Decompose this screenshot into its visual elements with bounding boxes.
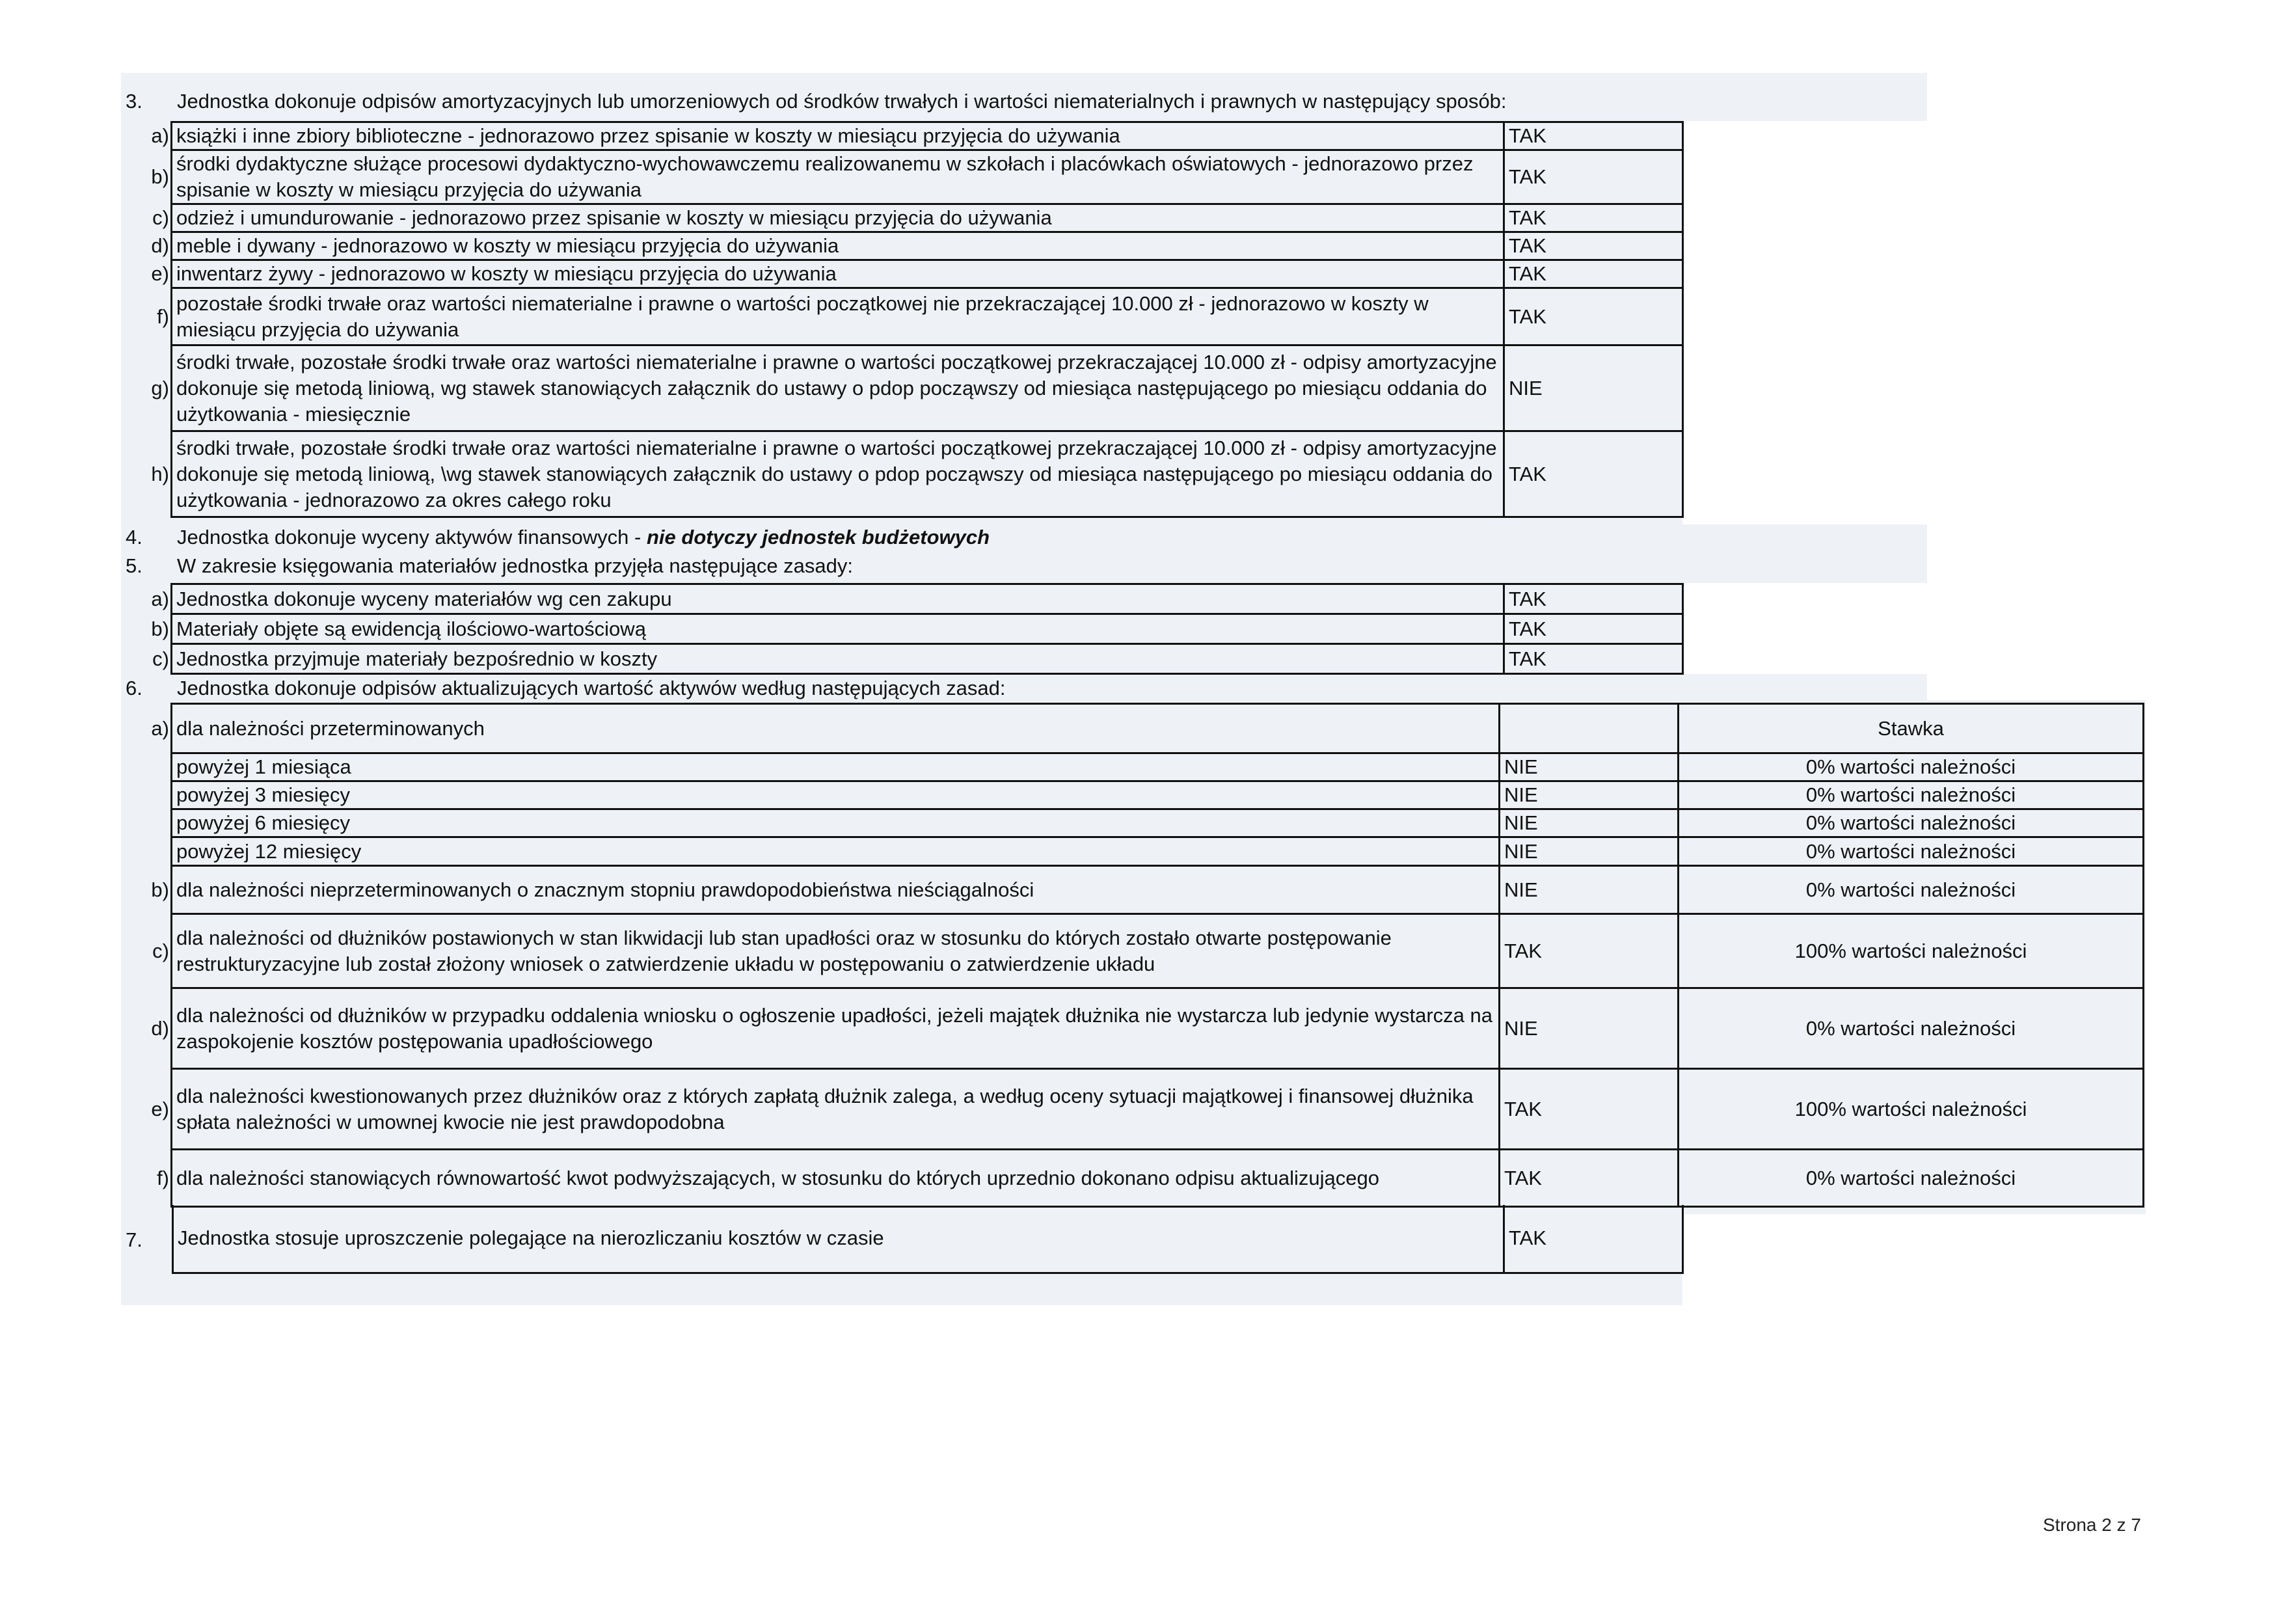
row-text: meble i dywany - jednorazowo w koszty w miesiącu przyjęcia do używania: [172, 232, 1504, 260]
row-label: b): [130, 614, 172, 644]
table-row: [130, 260, 1683, 288]
section-7-table: [172, 1205, 1684, 1274]
row-label: [130, 781, 172, 809]
row-label: g): [130, 345, 172, 431]
row-rate: 100% wartości należności: [1679, 914, 2144, 988]
row-value: TAK: [1500, 1069, 1679, 1150]
section-3-table: [130, 121, 1684, 518]
row-value: TAK: [1500, 914, 1679, 988]
table-row: [130, 704, 2144, 753]
row-rate: 0% wartości należności: [1679, 753, 2144, 781]
row-text: powyżej 1 miesiąca: [172, 753, 1500, 781]
table-row: [130, 345, 1683, 431]
row-rate: 0% wartości należności: [1679, 866, 2144, 914]
row-label: a): [130, 122, 172, 150]
section-6-number: 6.: [126, 677, 142, 699]
section-4-note: nie dotyczy jednostek budżetowych: [646, 526, 990, 548]
section-5-table: [130, 583, 1684, 675]
row-label: c): [130, 644, 172, 674]
table-row: [130, 644, 1683, 674]
row-label: e): [130, 260, 172, 288]
row-label: f): [130, 288, 172, 345]
row-text: środki dydaktyczne służące procesowi dydaktyczno-wychowawczemu realizowanemu w szkołach i placówkach oświatowych - jednorazowo przez spisanie w koszty w miesiącu przyjęcia do używania: [172, 150, 1504, 204]
row-label: [130, 753, 172, 781]
row-label: b): [130, 150, 172, 204]
row-label: c): [130, 204, 172, 232]
section-6-table: [130, 703, 2144, 1208]
row-text: powyżej 3 miesięcy: [172, 781, 1500, 809]
row-label: c): [130, 914, 172, 988]
row-text: książki i inne zbiory biblioteczne - jednorazowo przez spisanie w koszty w miesiącu przyjęcia do używania: [172, 122, 1504, 150]
row-rate: 0% wartości należności: [1679, 809, 2144, 837]
table-row: [130, 837, 2144, 866]
section-3-number: 3.: [126, 90, 142, 113]
row-value: TAK: [1504, 204, 1683, 232]
row-label: d): [130, 232, 172, 260]
row-text: dla należności nieprzeterminowanych o znacznym stopniu prawdopodobieństwa nieściągalności: [172, 866, 1500, 914]
row-text: inwentarz żywy - jednorazowo w koszty w miesiącu przyjęcia do używania: [172, 260, 1504, 288]
row-value: TAK: [1504, 614, 1683, 644]
row-text: środki trwałe, pozostałe środki trwałe oraz wartości niematerialne i prawne o wartości początkowej przekraczającej 10.000 zł - odpisy amortyzacyjne dokonuje się metodą liniową, \wg stawek stanowiących załącznik do ustawy o pdop począwszy od miesiąca następującego po miesiącu oddania do użytkowania - jednorazowo za okres całego roku: [172, 431, 1504, 517]
row-text: dla należności od dłużników w przypadku oddalenia wniosku o ogłoszenie upadłości, jeżeli majątek dłużnika nie wystarcza lub jedynie wystarcza na zaspokojenie kosztów postępowania upadłościowego: [172, 988, 1500, 1069]
row-text: Materiały objęte są ewidencją ilościowo-wartościową: [172, 614, 1504, 644]
row-label: b): [130, 866, 172, 914]
row-value: NIE: [1500, 988, 1679, 1069]
row-rate: 0% wartości należności: [1679, 988, 2144, 1069]
row-text: pozostałe środki trwałe oraz wartości niematerialne i prawne o wartości początkowej nie przekraczającej 10.000 zł - jednorazowo w koszty w miesiącu przyjęcia do używania: [172, 288, 1504, 345]
row-rate: 0% wartości należności: [1679, 1150, 2144, 1207]
row-text: powyżej 6 miesięcy: [172, 809, 1500, 837]
row-value: NIE: [1504, 345, 1683, 431]
section-4-number: 4.: [126, 526, 142, 548]
table-row: [173, 1205, 1683, 1273]
table-row: [130, 204, 1683, 232]
row-label: e): [130, 1069, 172, 1150]
row-value: TAK: [1504, 232, 1683, 260]
row-value: NIE: [1500, 837, 1679, 866]
row-rate: 100% wartości należności: [1679, 1069, 2144, 1150]
row-value: TAK: [1504, 122, 1683, 150]
row-value: NIE: [1500, 781, 1679, 809]
row-text: dla należności stanowiących równowartość kwot podwyższających, w stosunku do których uprzednio dokonano odpisu aktualizującego: [172, 1150, 1500, 1207]
table-row: [130, 232, 1683, 260]
row-text: Jednostka przyjmuje materiały bezpośrednio w koszty: [172, 644, 1504, 674]
row-label: [130, 837, 172, 866]
table-row: [130, 753, 2144, 781]
table-row: [130, 809, 2144, 837]
table-row: [130, 150, 1683, 204]
row-text: dla należności przeterminowanych: [172, 704, 1500, 753]
row-text: dla należności od dłużników postawionych w stan likwidacji lub stan upadłości oraz w stosunku do których zostało otwarte postępowanie restrukturyzacyjne lub został złożony wniosek o zatwierdzenie układu w postępowaniu o zatwierdzenie układu: [172, 914, 1500, 988]
section-4-title: [177, 526, 990, 549]
row-value: TAK: [1500, 1150, 1679, 1207]
table-row: [130, 866, 2144, 914]
table-row: [130, 781, 2144, 809]
rate-header: Stawka: [1679, 704, 2144, 753]
table-row: [130, 1150, 2144, 1207]
row-text: środki trwałe, pozostałe środki trwałe oraz wartości niematerialne i prawne o wartości początkowej przekraczającej 10.000 zł - odpisy amortyzacyjne dokonuje się metodą liniową, wg stawek stanowiących załącznik do ustawy o pdop począwszy od miesiąca następującego po miesiącu oddania do użytkowania - miesięcznie: [172, 345, 1504, 431]
row-rate: 0% wartości należności: [1679, 781, 2144, 809]
section-4-title-text: Jednostka dokonuje wyceny aktywów finansowych -: [177, 526, 647, 548]
table-row: [130, 431, 1683, 517]
row-value: TAK: [1504, 150, 1683, 204]
row-value: [1500, 704, 1679, 753]
row-label: h): [130, 431, 172, 517]
row-text: Jednostka stosuje uproszczenie polegające na nierozliczaniu kosztów w czasie: [173, 1205, 1504, 1273]
table-row: [130, 288, 1683, 345]
table-row: [130, 914, 2144, 988]
section-7-number: 7.: [126, 1228, 142, 1251]
row-value: TAK: [1504, 288, 1683, 345]
row-value: TAK: [1504, 1205, 1683, 1273]
row-value: TAK: [1504, 644, 1683, 674]
row-label: d): [130, 988, 172, 1069]
table-row: [130, 122, 1683, 150]
row-text: Jednostka dokonuje wyceny materiałów wg cen zakupu: [172, 584, 1504, 614]
section-5-number: 5.: [126, 554, 142, 577]
row-text: odzież i umundurowanie - jednorazowo przez spisanie w koszty w miesiącu przyjęcia do używania: [172, 204, 1504, 232]
row-label: a): [130, 584, 172, 614]
row-value: NIE: [1500, 809, 1679, 837]
row-value: NIE: [1500, 753, 1679, 781]
table-row: [130, 614, 1683, 644]
table-row: [130, 1069, 2144, 1150]
row-label: a): [130, 704, 172, 753]
row-value: TAK: [1504, 584, 1683, 614]
row-value: NIE: [1500, 866, 1679, 914]
row-label: [130, 809, 172, 837]
page-number: Strona 2 z 7: [2043, 1515, 2141, 1535]
section-6-title: Jednostka dokonuje odpisów aktualizujących wartość aktywów według następujących zasad:: [177, 677, 1006, 699]
row-text: powyżej 12 miesięcy: [172, 837, 1500, 866]
row-value: TAK: [1504, 431, 1683, 517]
table-row: [130, 988, 2144, 1069]
row-text: dla należności kwestionowanych przez dłużników oraz z których zapłatą dłużnik zalega, a według oceny sytuacji majątkowej i finansowej dłużnika spłata należności w umownej kwocie nie jest prawdopodobna: [172, 1069, 1500, 1150]
table-row: [130, 584, 1683, 614]
row-rate: 0% wartości należności: [1679, 837, 2144, 866]
section-5-title: W zakresie księgowania materiałów jednostka przyjęła następujące zasady:: [177, 554, 854, 577]
row-value: TAK: [1504, 260, 1683, 288]
section-3-title: Jednostka dokonuje odpisów amortyzacyjnych lub umorzeniowych od środków trwałych i wartości niematerialnych i prawnych w następujący sposób:: [177, 90, 1507, 113]
row-label: f): [130, 1150, 172, 1207]
